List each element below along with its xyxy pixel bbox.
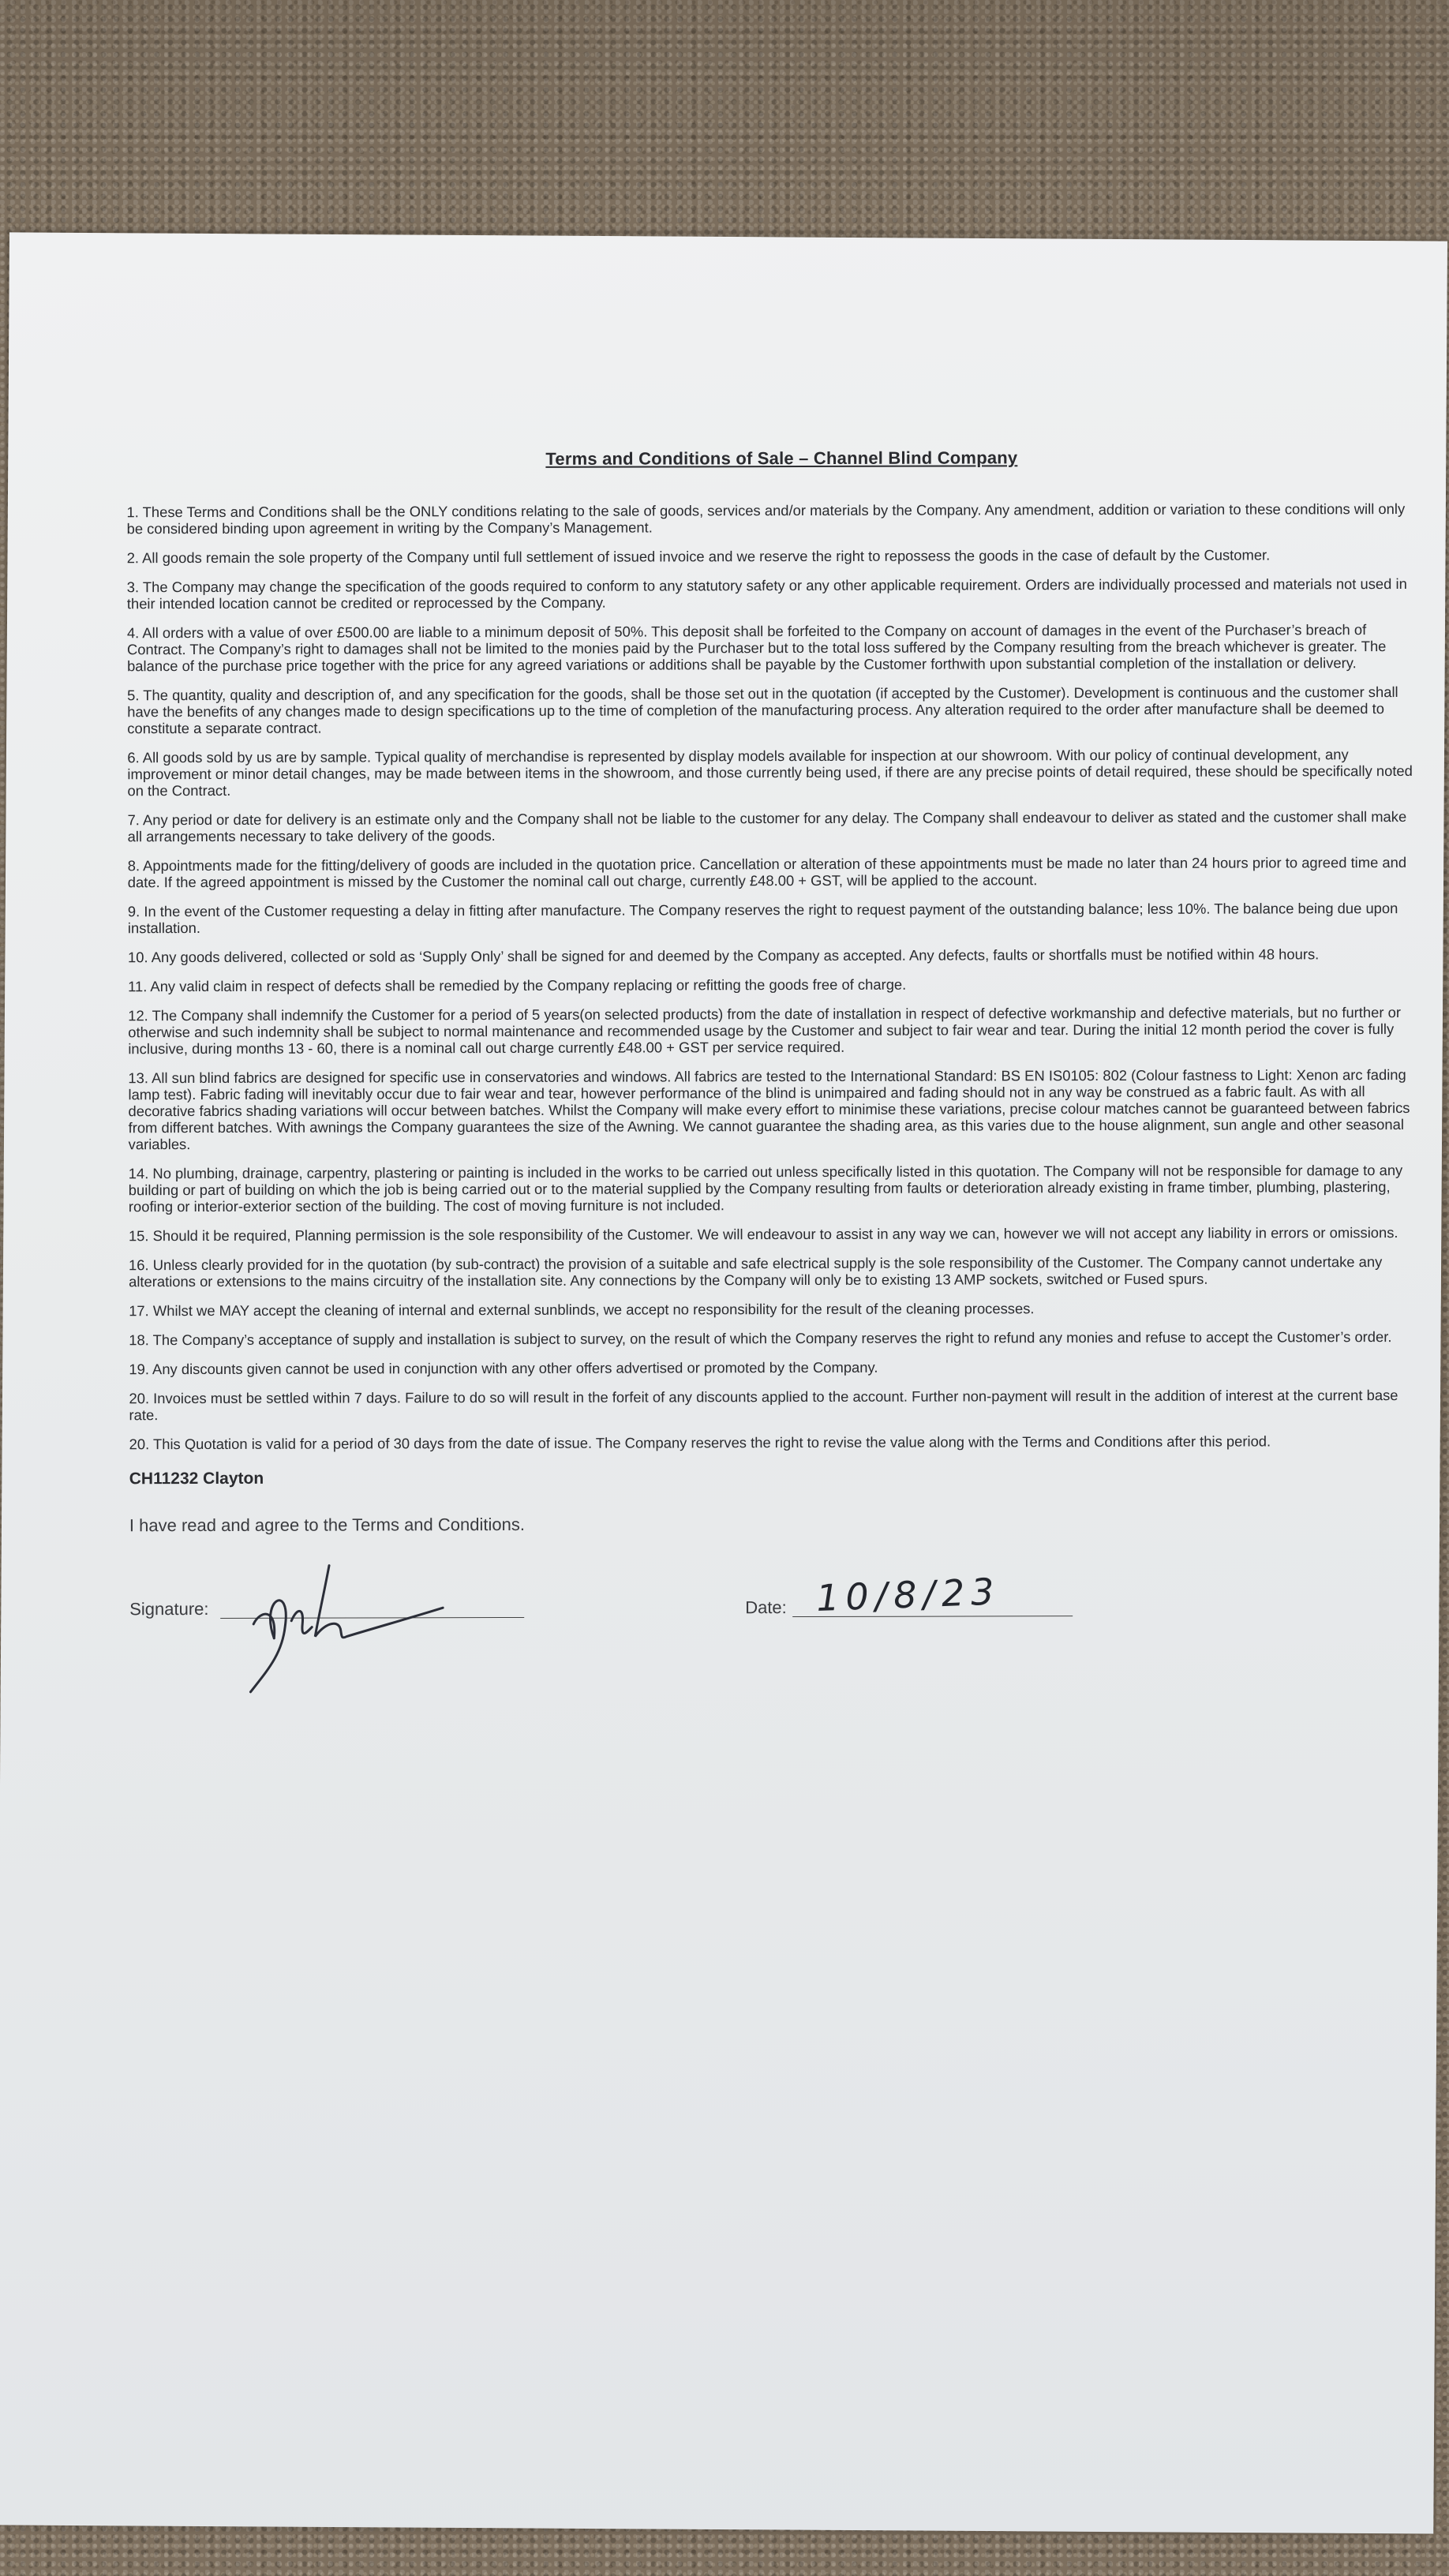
clause-14: 14. No plumbing, drainage, carpentry, plastering or painting is included in the works to be carried out unless specifically listed in this quotation. The Company will not be responsible for damage to any building or part of building on which the job is being carried out or to the material supplied by the Company resulting from faults or deterioration already existing in frame timber, plumbing, plastering, roofing or interior-exterior section of the building. The cost of moving furniture is not included. — [128, 1162, 1403, 1215]
document-title: Terms and Conditions of Sale – Channel Blind Company — [545, 447, 1018, 469]
customer-reference: CH11232 Clayton — [129, 1469, 264, 1488]
signature-label: Signature: — [129, 1598, 209, 1619]
handwritten-date: 10/8/23 — [815, 1570, 1002, 1620]
clause-15: 15. Should it be required, Planning permission is the sole responsibility of the Customer. We will endeavour to assist in any way we can, however we will not accept any liability in errors or omissions. — [128, 1224, 1398, 1245]
handwritten-signature — [236, 1551, 473, 1702]
terms-document-sheet — [0, 232, 1447, 2533]
clause-18: 18. The Company’s acceptance of supply and installation is subject to survey, on the result of which the Company reserves the right to refund any monies and refuse to accept the Customer’s order. — [129, 1328, 1392, 1349]
clause-20-invoices: 20. Invoices must be settled within 7 days. Failure to do so will result in the forfeit of any discounts applied to the account. Further non-payment will result in the addition of interest at the current base rate. — [129, 1387, 1398, 1424]
agreement-statement: I have read and agree to the Terms and Conditions. — [129, 1514, 525, 1536]
document-content — [118, 447, 1416, 1662]
signature-row — [129, 1564, 1416, 1662]
clause-12: 12. The Company shall indemnify the Customer for a period of 5 years(on selected products) from the date of installation in respect of defective workmanship and defective materials, but no further or otherwise and such indemnity shall be subject to normal maintenance and recommended usage by the Customer and subject to fair wear and tear. During the initial 12 month period the cover is fully inclusive, during months 13 - 60, there is a nominal call out charge currently £48.00 + GST per service required. — [128, 1004, 1401, 1058]
clause-11: 11. Any valid claim in respect of defects shall be remedied by the Company replacing or refitting the goods free of charge. — [128, 975, 907, 995]
clause-2: 2. All goods remain the sole property of the Company until full settlement of issued invoice and we reserve the right to repossess the goods in the case of default by the Customer. — [126, 546, 1271, 567]
clause-8: 8. Appointments made for the fitting/delivery of goods are included in the quotation price. Cancellation or alteration of these appointments must be made no later than 24 hours prior to agreed time and date. If the agreed appointment is missed by the Customer the nominal call out charge, currently £48.00 + GST, will be applied to the account. — [127, 854, 1407, 891]
clause-list — [119, 500, 1416, 1452]
clause-9: 9. In the event of the Customer requesting a delay in fitting after manufacture. The Company reserves the right to request payment of the outstanding balance; less 10%. The balance being due upon installation. — [127, 900, 1398, 937]
clause-3: 3. The Company may change the specification of the goods required to conform to any statutory safety or any other applicable requirement. Orders are individually processed and materials not used in their intended location cannot be credited or reprocessed by the Company. — [126, 575, 1407, 612]
carpet-background — [0, 0, 1449, 245]
clause-13: 13. All sun blind fabrics are designed for specific use in conservatories and windows. All fabrics are tested to the International Standard: BS EN IS0105: 802 (Colour fastness to Light: Xenon arc fading lamp test). Fabric fading will inevitably occur due to fair wear and tear, however performance of the blind is unimpaired and fading should not in any way be construed as a fabric fault. As with all decorative fabrics shading variations will occur between batches. Whilst the Company will make every effort to minimise these variations, precise colour matches cannot be guaranteed between fabrics from different batches. With awnings the Company guarantees the size of the Awning. We cannot guarantee the shading area, as this varies due to the house alignment, sun angle and other seasonal variables. — [128, 1066, 1410, 1153]
clause-10: 10. Any goods delivered, collected or sold as ‘Supply Only’ shall be signed for and deemed by the Company as accepted. Any defects, faults or shortfalls must be notified within 48 hours. — [127, 945, 1320, 966]
clause-4: 4. All orders with a value of over £500.00 are liable to a minimum deposit of 50%. This deposit shall be forfeited to the Company on account of damages in the event of the Purchaser’s breach of Contract. The Company’s right to damages shall not be limited to the monies paid by the Purchaser but to the total loss suffered by the Company resulting from the breach whichever is greater. The balance of the purchase price together with the price for any agreed variations or additions shall be payable by the Customer forthwith upon substantial completion of the installation or delivery. — [126, 621, 1387, 675]
date-label: Date: — [745, 1597, 787, 1618]
clause-1: 1. These Terms and Conditions shall be the ONLY conditions relating to the sale of goods, services and/or materials by the Company. Any amendment, addition or variation to these conditions will only be considered binding upon agreement in writing by the Company’s Management. — [126, 500, 1406, 537]
clause-5: 5. The quantity, quality and description of, and any specification for the goods, shall be those set out in the quotation (if accepted by the Customer). Development is continuous and the customer shall have the benefits of any changes made to design specifications up to the time of completion of the manufacturing process. Any alteration required to the order after manufacture shall be deemed to constitute a separate contract. — [127, 683, 1398, 737]
clause-19: 19. Any discounts given cannot be used in conjunction with any other offers advertised or promoted by the Company. — [129, 1358, 878, 1378]
clause-7: 7. Any period or date for delivery is an estimate only and the Company shall not be liable to the customer for any delay. The Company shall endeavour to deliver as stated and the customer shall make all arrangements necessary to take delivery of the goods. — [127, 808, 1407, 845]
clause-6: 6. All goods sold by us are by sample. Typical quality of merchandise is represented by display models available for inspection at our showroom. With our policy of continual development, any improvement or minor detail changes, may be made between items in the showroom, and those currently being used, if there are any precise points of detail required, these should be specifically noted on the Contract. — [127, 746, 1413, 799]
clause-17: 17. Whilst we MAY accept the cleaning of internal and external sunblinds, we accept no responsibility for the result of the cleaning processes. — [129, 1300, 1035, 1320]
clause-16: 16. Unless clearly provided for in the quotation (by sub-contract) the provision of a suitable and safe electrical supply is the sole responsibility of the Customer. The Company cannot undertake any alterations or extensions to the mains circuitry of the installation site. Any connections by the Company will only be to existing 13 AMP sockets, switched or Fused spurs. — [129, 1253, 1383, 1290]
clause-20-quotation: 20. This Quotation is valid for a period of 30 days from the date of issue. The Company reserves the right to revise the value along with the Terms and Conditions after this period. — [129, 1432, 1271, 1453]
